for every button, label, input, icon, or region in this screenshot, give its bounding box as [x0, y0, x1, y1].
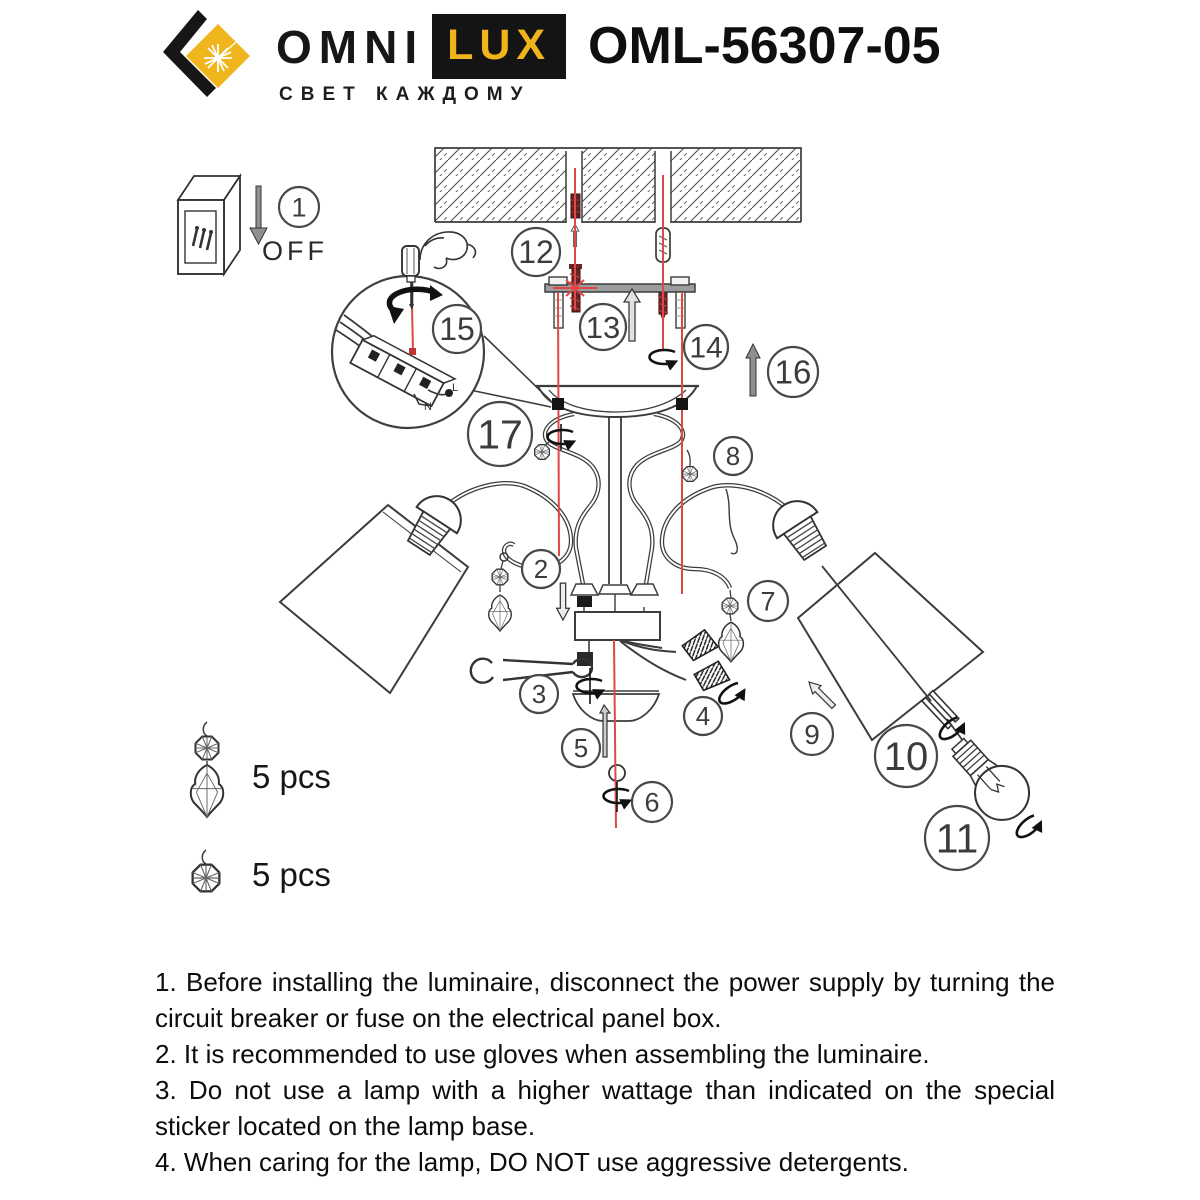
arm-foot-right: [631, 584, 658, 595]
callout-number: 8: [725, 441, 741, 472]
arm-wire: [726, 489, 737, 554]
instruction-step-3: 3. Do not use a lamp with a higher wattage than indicated on the special sticker located on the lamp base.: [155, 1075, 1055, 1141]
callout-17: [468, 402, 532, 466]
callout-3: [520, 675, 558, 713]
brand-secondary-text: LUX: [432, 14, 566, 79]
supply-wires: [620, 641, 686, 680]
bottom-bowl: [573, 691, 659, 721]
callout-9: [791, 713, 833, 755]
callout-12: [512, 228, 560, 276]
canopy-nut-right: [676, 398, 688, 410]
parts-icon-octagon: [193, 850, 220, 891]
part-quantity-pendant: 5 pcs: [252, 758, 331, 795]
finial-ball: [609, 765, 625, 781]
scroll-arm-right: [629, 414, 683, 584]
callout-number: 4: [695, 701, 711, 732]
hand-icon: [420, 232, 475, 268]
brand-tagline: СВЕТ КАЖДОМУ: [279, 84, 531, 105]
callout-4: [684, 697, 722, 735]
callout-number: 14: [689, 331, 723, 365]
ceiling-section: [435, 146, 801, 224]
callout-number: 13: [585, 309, 621, 345]
center-column: [609, 417, 621, 584]
rotate-arrow-finial: [604, 782, 629, 812]
callout-5: [562, 729, 600, 767]
finial-pin: [600, 705, 610, 757]
instruction-step-2: 2. It is recommended to use gloves when assembling the luminaire.: [155, 1039, 930, 1069]
callout-11: [925, 806, 989, 870]
callout-number: 7: [760, 586, 776, 617]
callout-number: 11: [935, 815, 979, 862]
callout-number: 12: [518, 234, 554, 271]
raise-fixture-arrow-icon: [746, 344, 760, 396]
rotate-arrow-connector: [716, 681, 745, 707]
lift-arrow-icon: [624, 289, 640, 341]
junction-box: [575, 612, 660, 640]
callout-number: 9: [804, 718, 820, 750]
circuit-breaker-box: [178, 176, 240, 274]
callout-number: 16: [774, 353, 812, 391]
callout-8: [714, 437, 752, 475]
wire-connector-1: [680, 628, 719, 662]
insert-shade-arrow-icon: [805, 678, 838, 711]
callout-number: 5: [573, 733, 589, 764]
callout-7: [748, 581, 788, 621]
lamp-socket-right: [764, 492, 835, 566]
instructions-list: [155, 964, 1055, 1180]
callout-number: 10: [883, 735, 929, 779]
callout-number: 3: [531, 679, 547, 710]
callout-16: [768, 347, 818, 397]
callout-14: [684, 325, 728, 369]
crystal-pendant-left: [489, 553, 512, 631]
callout-13: [580, 304, 626, 350]
crystal-octagon-left: [535, 442, 550, 459]
wire-connector-2: [693, 660, 731, 692]
rotate-arrow-bulb: [1013, 814, 1042, 841]
callout-number: 17: [477, 411, 523, 458]
instruction-step-1: 1. Before installing the luminaire, disconnect the power supply by turning the circuit breaker or fuse on the electrical panel box.: [155, 967, 1055, 1033]
callout-number: 6: [644, 787, 660, 818]
callout-10: [875, 725, 937, 787]
crystal-octagon-right: [683, 450, 698, 481]
part-quantity-octagon: 5 pcs: [252, 856, 331, 893]
hanger-bolt-right: [671, 277, 689, 328]
callout-6: [632, 782, 672, 822]
callout-number: 15: [439, 311, 475, 348]
terminal-label-n: N: [424, 401, 432, 413]
arm-foot-left: [571, 584, 598, 595]
instruction-step-4: 4. When caring for the lamp, DO NOT use aggressive detergents.: [155, 1147, 909, 1177]
callout-number: 2: [533, 554, 549, 585]
callout-2: [522, 550, 560, 588]
callout-15: [433, 305, 481, 353]
terminal-label-l: L: [452, 382, 459, 394]
column-foot: [599, 585, 631, 594]
arm-nut: [577, 596, 592, 607]
off-label: OFF: [262, 236, 328, 266]
lampshade-right: [798, 553, 983, 741]
model-number: OML-56307-05: [588, 17, 941, 75]
brand-primary-text: OMNI: [276, 20, 425, 73]
callout-1: [279, 187, 319, 227]
canopy-nut-left: [552, 398, 564, 410]
callout-number: 1: [291, 192, 307, 223]
crystal-pendant-right: [719, 590, 744, 662]
rotate-arrow-screw-right: [650, 350, 675, 364]
parts-icon-pendant: [191, 722, 223, 817]
lower-arrow-icon: [557, 583, 570, 620]
